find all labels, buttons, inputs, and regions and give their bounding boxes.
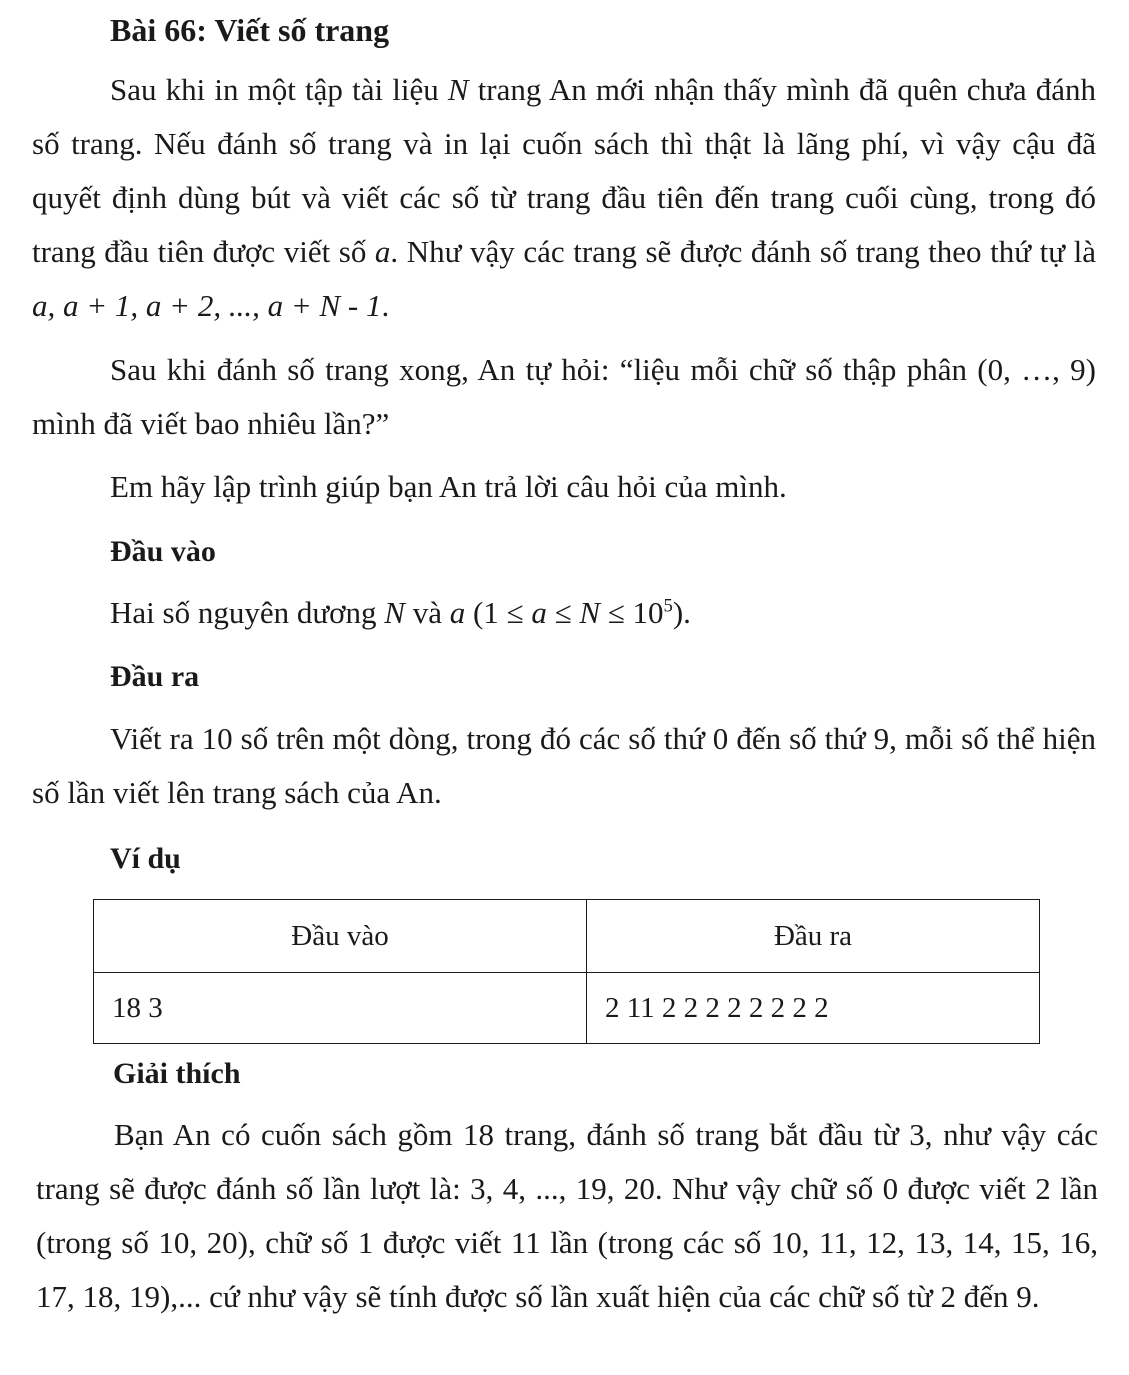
var-a: a — [449, 595, 466, 630]
constraint-text: ≤ 10 — [600, 595, 664, 630]
table-header-input: Đầu vào — [94, 900, 587, 973]
intro-text: trang An mới nhận thấy mình đã quên chưa đánh số trang. Nếu đánh số trang và in lại cuốn sách thì thật là lãng phí, vì vậy cậu đã quyết định dùng bút và viết các số từ trang đầu tiên đến trang cuối cùng, trong đó trang đầu tiên được viết số — [32, 72, 1097, 269]
explanation-heading: Giải thích — [113, 1057, 241, 1090]
intro-text: . Như vậy các trang sẽ được đánh số trang theo thứ tự là — [390, 234, 1096, 269]
constraint-text: ≤ — [546, 595, 580, 630]
exponent: 5 — [663, 595, 673, 617]
page-sequence: a, a + 1, a + 2, ..., a + N - 1 — [32, 288, 382, 323]
input-text: Hai số nguyên dương — [110, 595, 385, 630]
var-n: N — [579, 595, 601, 630]
intro-paragraph-1 — [32, 63, 1096, 333]
table-header-row — [94, 900, 1040, 973]
intro-text: Sau khi in một tập tài liệu — [110, 72, 448, 107]
constraint-text: ). — [672, 595, 691, 630]
input-description — [110, 595, 691, 631]
intro-text: . — [381, 288, 390, 323]
table-cell-output: 2 11 2 2 2 2 2 2 2 2 — [587, 973, 1040, 1044]
table-row — [94, 973, 1040, 1044]
table-cell-input: 18 3 — [94, 973, 587, 1044]
var-a: a — [374, 234, 391, 269]
output-description: Viết ra 10 số trên một dòng, trong đó các số thứ 0 đến số thứ 9, mỗi số thể hiện số lần viết lên trang sách của An. — [32, 721, 1096, 810]
var-n: N — [384, 595, 405, 630]
var-n: N — [447, 72, 469, 107]
var-a: a — [531, 595, 547, 630]
problem-title: Bài 66: Viết số trang — [110, 12, 390, 48]
constraint-text: (1 ≤ — [465, 595, 532, 630]
output-heading: Đầu ra — [110, 660, 200, 693]
intro-paragraph-2: Sau khi đánh số trang xong, An tự hỏi: “liệu mỗi chữ số thập phân (0, …, 9) mình đã viết bao nhiêu lần?” — [32, 352, 1096, 441]
input-heading: Đầu vào — [110, 535, 216, 568]
example-heading: Ví dụ — [110, 842, 181, 875]
example-table — [93, 899, 1040, 1044]
table-header-output: Đầu ra — [587, 900, 1040, 973]
intro-paragraph-3: Em hãy lập trình giúp bạn An trả lời câu hỏi của mình. — [110, 469, 787, 504]
explanation-paragraph: Bạn An có cuốn sách gồm 18 trang, đánh số trang bắt đầu từ 3, như vậy các trang sẽ được đánh số lần lượt là: 3, 4, ..., 19, 20. Như vậy chữ số 0 được viết 2 lần (trong số 10, 20), chữ số 1 được viết 11 lần (trong các số 10, 11, 12, 13, 14, 15, 16, 17, 18, 19),... cứ như vậy sẽ tính được số lần xuất hiện của các chữ số từ 2 đến 9. — [36, 1117, 1098, 1314]
input-text: và — [404, 595, 450, 630]
